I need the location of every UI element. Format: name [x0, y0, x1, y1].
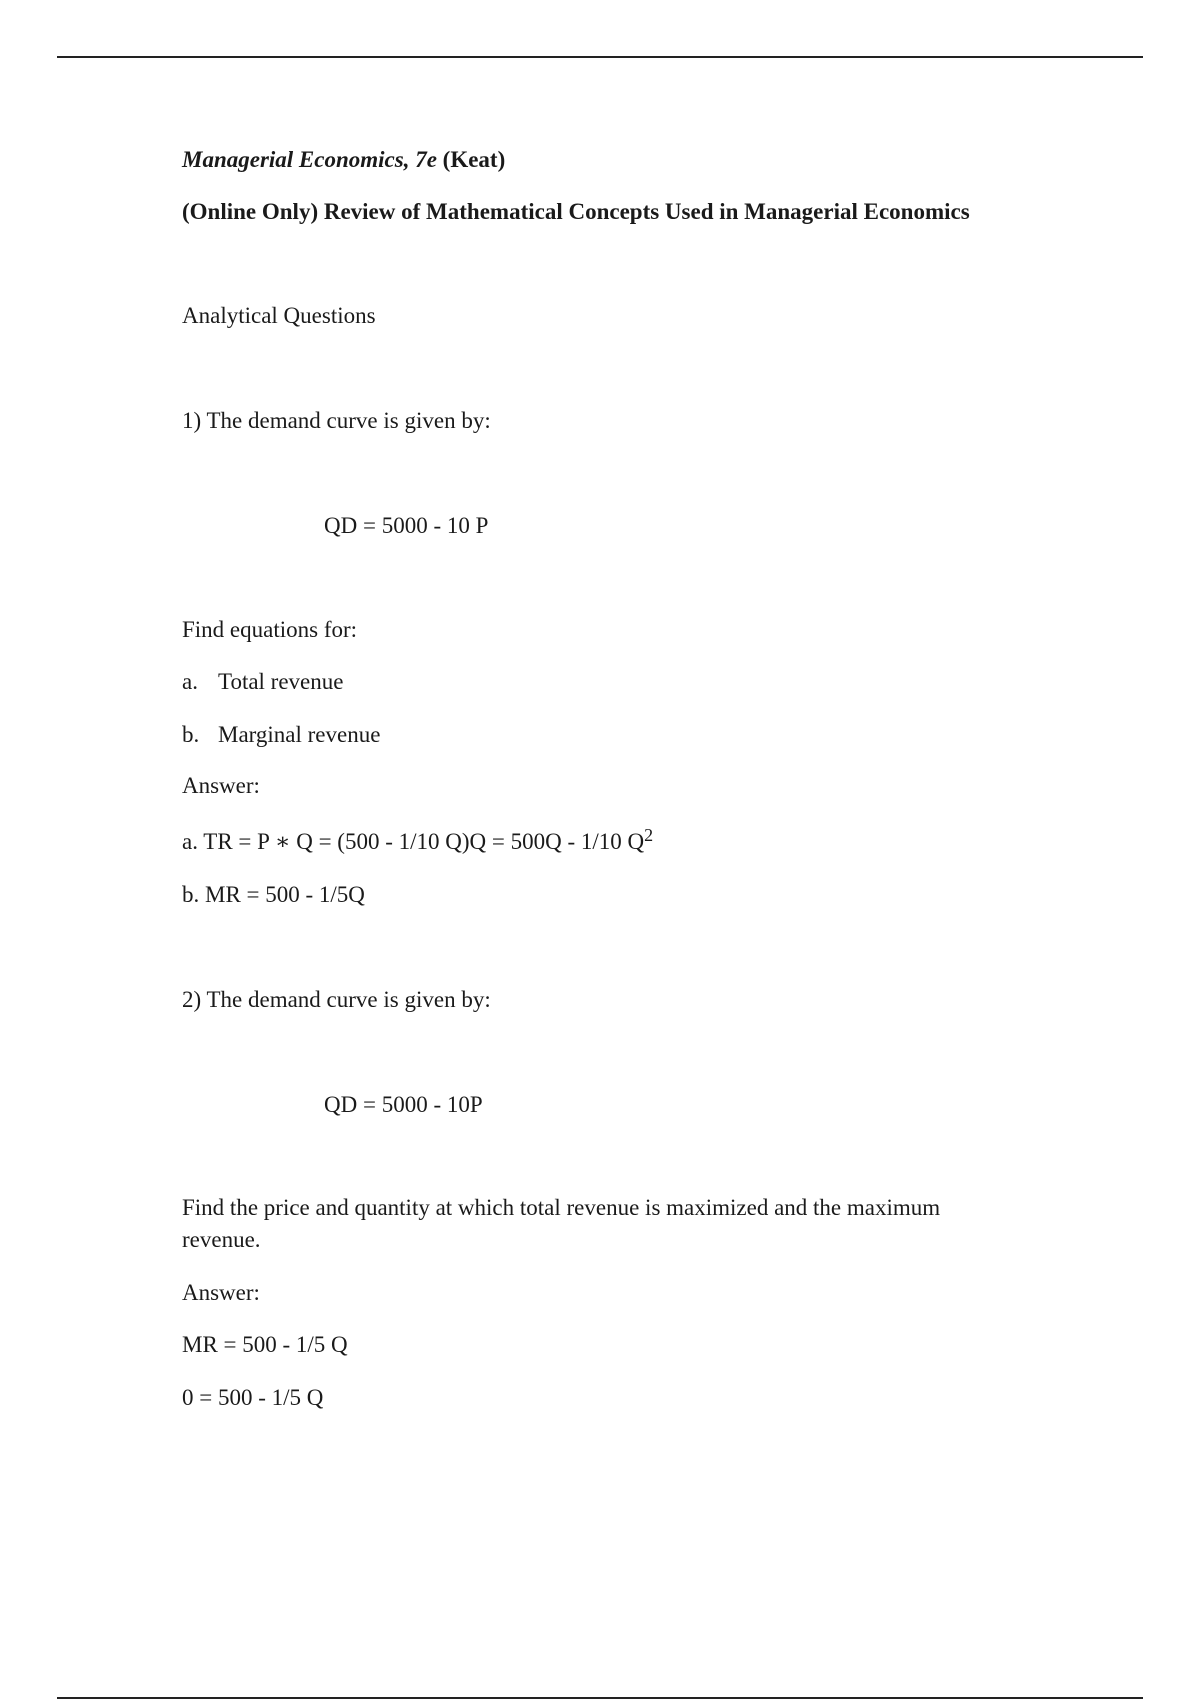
- book-author: (Keat): [442, 147, 506, 172]
- book-heading: [182, 146, 505, 174]
- section-title: Analytical Questions: [182, 303, 376, 328]
- q2-answer-line: MR = 500 - 1/5 Q: [182, 1332, 348, 1357]
- q1-equation: QD = 5000 - 10 P: [324, 513, 489, 538]
- list-item-text: Marginal revenue: [218, 722, 381, 747]
- q1-item-a: [182, 668, 343, 696]
- list-item-text: Total revenue: [218, 669, 344, 694]
- q2-equation: QD = 5000 - 10P: [324, 1092, 483, 1117]
- list-marker: b.: [182, 722, 200, 747]
- q1-item-b: [182, 721, 380, 749]
- q1-answer-label: Answer:: [182, 773, 260, 798]
- q1-instruction: Find equations for:: [182, 617, 358, 642]
- q1-prompt: 1) The demand curve is given by:: [182, 408, 491, 433]
- answer-a-text: a. TR = P ∗ Q = (500 - 1/10 Q)Q = 500Q - 1/10 Q: [182, 829, 645, 854]
- q2-answer-label: Answer:: [182, 1280, 260, 1305]
- top-rule: [57, 56, 1143, 58]
- q2-instruction: Find the price and quantity at which total revenue is maximized and the maximum revenue.: [182, 1195, 941, 1252]
- book-title: Managerial Economics, 7e: [182, 147, 437, 172]
- q2-prompt: 2) The demand curve is given by:: [182, 987, 491, 1012]
- chapter-title: (Online Only) Review of Mathematical Concepts Used in Managerial Economics: [182, 199, 970, 224]
- q2-answer-line: 0 = 500 - 1/5 Q: [182, 1385, 324, 1410]
- q1-answer-b: b. MR = 500 - 1/5Q: [182, 882, 365, 907]
- bottom-rule: [57, 1697, 1143, 1699]
- answer-a-exponent: 2: [644, 825, 654, 845]
- list-marker: a.: [182, 669, 198, 694]
- q1-answer-a: [182, 825, 654, 856]
